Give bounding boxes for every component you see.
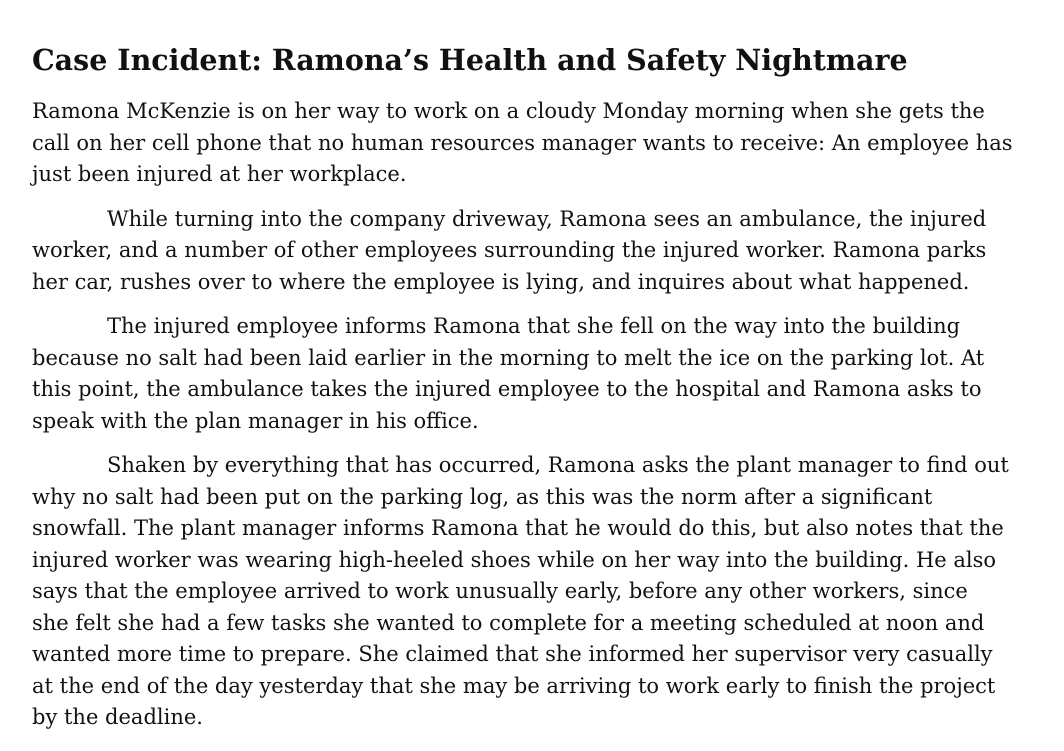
paragraph-arrival bbox=[32, 204, 1032, 299]
paragraph-line: injured worker was wearing high-heeled shoes while on her way into the building. He also bbox=[32, 547, 997, 572]
paragraph-line: because no salt had been laid earlier in the morning to melt the ice on the parking lot. At bbox=[32, 345, 985, 370]
paragraph-line: at the end of the day yesterday that she may be arriving to work early to finish the project bbox=[32, 673, 996, 698]
paragraph-line: snowfall. The plant manager informs Ramona that he would do this, but also notes that the bbox=[32, 516, 1004, 540]
paragraph-line: why no salt had been put on the parking log, as this was the norm after a significant bbox=[32, 484, 933, 509]
paragraph-line: she felt she had a few tasks she wanted to complete for a meeting scheduled at noon and bbox=[32, 610, 985, 635]
paragraph-line: worker, and a number of other employees surrounding the injured worker. Ramona parks bbox=[32, 238, 987, 262]
paragraph-line: call on her cell phone that no human resources manager wants to receive: An employee has bbox=[32, 130, 1013, 155]
paragraph-line: wanted more time to prepare. She claimed that she informed her supervisor very casually bbox=[32, 642, 993, 666]
paragraph-line: her car, rushes over to where the employee is lying, and inquires about what happened. bbox=[32, 269, 970, 294]
paragraph-line: this point, the ambulance takes the injured employee to the hospital and Ramona asks to bbox=[32, 377, 982, 401]
document-title: Case Incident: Ramona’s Health and Safety Nightmare bbox=[32, 43, 908, 77]
paragraph-line: While turning into the company driveway, Ramona sees an ambulance, the injured bbox=[107, 206, 987, 231]
paragraph-injury bbox=[32, 311, 1032, 437]
paragraph-line: Ramona McKenzie is on her way to work on a cloudy Monday morning when she gets the bbox=[32, 99, 985, 123]
paragraph-line: just been injured at her workplace. bbox=[32, 162, 407, 186]
paragraph-line: speak with the plan manager in his office. bbox=[32, 408, 479, 433]
document-page bbox=[32, 40, 1032, 747]
paragraph-investigation bbox=[32, 450, 1032, 734]
paragraph-intro bbox=[32, 96, 1032, 191]
paragraph-line: Shaken by everything that has occurred, Ramona asks the plant manager to find out bbox=[107, 453, 1009, 477]
paragraph-line: by the deadline. bbox=[32, 705, 203, 729]
paragraph-line: says that the employee arrived to work unusually early, before any other workers, since bbox=[32, 579, 968, 603]
paragraph-line: The injured employee informs Ramona that she fell on the way into the building bbox=[107, 314, 961, 338]
